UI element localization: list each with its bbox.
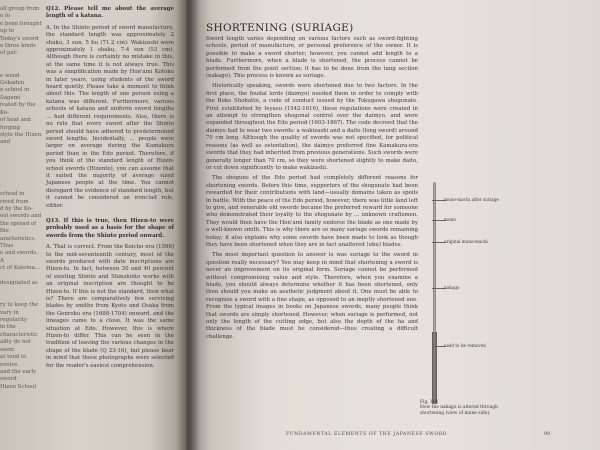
body-paragraph: The most important question to answer is was suriage to the sword in question really necessary? You may keep in mind that shortening a sword is never an improvement on its original form. Suriage cannot be performed without compromising value and style. Therefore, when you examine a blade, you should always determine whether it has been shortened, only then should you make an aesthetic judgment about it. One must be able to recognize a sword with a fine shape, as opposed to an ineptly shortened one. From the typical images in books on Japanese swords, many people think that swords are simply shortened. However, when suriage is performed, not only the length of the cutting edge, but also the depth of the ha and thickness of the blade must be considered—thus creating a difficult challenge. [206, 252, 418, 340]
figure-number: Fig. 106 [420, 400, 439, 405]
label-nakago: nakago [444, 285, 460, 290]
margin-line: of heat and forging [0, 117, 31, 131]
margin-line: Today's sword [0, 35, 39, 42]
margin-line [0, 176, 42, 183]
margin-line [0, 147, 42, 154]
page-number: 99 [544, 432, 551, 437]
sword-tang [432, 332, 437, 404]
margin-line: in the characteristic [0, 324, 38, 338]
margin-line: e and swords. A [0, 250, 38, 264]
label-removed-part: used to be removed [444, 343, 486, 348]
margin-line [0, 169, 42, 176]
margin-line: e three kinds of pat- [0, 43, 36, 57]
running-footer: FUNDAMENTAL ELEMENTS OF THE JAPANESE SWORD [286, 432, 448, 437]
margin-line: e school in Sagami [0, 87, 30, 101]
margin-line: d by the Ko- [0, 205, 33, 212]
margin-line: style the Hizen and [0, 131, 42, 146]
margin-line: school in [0, 191, 25, 198]
margin-line: designated as [0, 280, 38, 287]
margin-text-block [0, 6, 42, 391]
right-page-main-column [206, 36, 418, 344]
label-mune: mune [444, 217, 456, 222]
left-page [0, 0, 186, 450]
margin-line: at tend to evolve [0, 354, 27, 368]
margin-line: ct of Katoma... [0, 265, 40, 272]
margin-line: vary in regularity [0, 309, 28, 324]
left-page-margin-column [0, 6, 42, 391]
margin-line [0, 287, 42, 294]
margin-line [0, 273, 42, 280]
margin-line: aracteristics. Thus [0, 235, 36, 249]
margin-line: ry to keep the [0, 302, 39, 309]
margin-line: rived from [0, 198, 29, 205]
margin-line: ool swords and [0, 213, 42, 220]
left-page-main-column [46, 6, 174, 374]
body-paragraph: Sword length varies depending on various factors such as sword-fighting schools, period of manufacture, or personal preference of the owner. It is possible to make a sword shorter; however, you cannot add length to a blade. Furthermore, when a blade is shortened, the process cannot be performed from the point section; it has to be done from the tang section (nakago). This process is known as suriage. [206, 36, 418, 80]
chapter-title: SHORTENING (SURIAGE) [206, 22, 354, 34]
margin-line: the spread of the [0, 220, 37, 235]
margin-line [0, 162, 42, 169]
q13-heading: Q13. If this is true, then Hizen-to were probably used as a basis for the shape of swords from the Shinto period onward. [46, 217, 174, 239]
margin-line: and the early sword [0, 368, 37, 383]
body-paragraph: Historically speaking, swords were shortened due to two factors. In the first place, the feudal lords (daimyo) needed them in order to comply with the Buke Shohatto, a code of conduct issued by the Tokugawa shogunate. First established by Ieyasu (1542-1616), these regulations were created in an attempt to strengthen shogunal control over the daimyo, and were expanded throughout the Edo period (1603-1867). The code decreed that the daimyo had to wear two swords: a wakizashi and a daito (long sword) around 70 cm long. Although the quality of swords was not specified, for political reasons (as well as ostentation), the daimyo preferred fine Kamakura-era swords that they had inherited from previous generations. Such swords were generally longer than 70 cm, so they were shortened slightly to make daito, or cut down significantly to make wakizashi. [206, 83, 418, 171]
q12-answer: A. In the Shinto period of sword manufacture, the standard length was approximately 2 shaku, 3 sun, 5 bu (71.2 cm). Wakizashi were approximately 1 shaku, 7-4 sun (53 cm). Although there is certainly no mistake in this, at the same time it is not always true. This was a simplification made by Hon'ami Kotoku in later years, using students of the sword heard quietly. Please take a moment to think about this. The length of one person using a katana was different. Furthermore, various schools of katana and uniform sword lengths ... had different requirements. Also, there is no rule that every sword after the Shinto period should have adhered to predetermined sword lengths. Incidentally, ... people were larger on average during the Kamakura period than in the Edo period. Therefore, if you think of the standard length of Hizen-school swords (Hizento), you can assume that it suited the majority of average sized Japanese people at the time. You cannot disregard the evidence of standard length, but it cannot be considered an ironclad rule, either. [46, 24, 174, 209]
margin-line: all group from o fo [0, 6, 40, 20]
book-gutter-shadow [176, 0, 200, 450]
margin-line [0, 184, 42, 191]
sword-tang-figure [420, 170, 516, 410]
margin-line [0, 58, 42, 65]
label-mune-machi-after: mune-machi after suriage [444, 197, 499, 202]
margin-line: ivated by the Ko- [0, 102, 36, 116]
figure-caption [420, 400, 515, 416]
sword-illustration [430, 182, 440, 404]
label-original-mune-machi: original mune-machi [444, 239, 488, 244]
margin-line: ality do not seem [0, 339, 31, 353]
q13-answer: A. That is correct. From the Keicho era (1596) to the mid-seventeenth century, most of the swords produced with date inscriptions are Hizen-to. In fact, between 30 and 40 percent of existing Shinto and Shinshinto works with an original inscription are thought to be Hizen-to. If this is not the standard, then what is? There are comparatively few surviving blades by smiths from Kyoto and Osaka from the Genroku era (1688-1704) onward, and the lineages came to a close. It was the same situation at Edo. However, this is where Hizen-to differ. This can be seen in the tradition of leaving the various changes in the shape of the blade (Q 23-16), but please bear in mind that these photographs were selected for the reader's easiest comprehension. [46, 244, 174, 369]
figure-caption-text: How the nakago is altered through shortening (view of mune side). [420, 405, 498, 416]
margin-line: Hizen School [0, 383, 37, 390]
margin-line [0, 295, 42, 302]
margin-line: e wood Gokaden [0, 72, 25, 87]
margin-line: e been brought up to [0, 20, 42, 35]
q12-heading: Q12. Please tell me about the average length of a katana. [46, 6, 174, 20]
margin-line [0, 65, 42, 72]
margin-line [0, 154, 42, 161]
body-paragraph: The shoguns of the Edo period had completely different reasons for shortening swords. Before this time, supporters of the shogunate had been rewarded for their contributions with land—usually domains taken as spoils in battle. With the peace of the Edo period, however, there was little land left to give, and venerable old swords became the preferred reward for someone who demonstrated their loyalty to the shogunate by ... unknown craftsmen. They would then have the Hon'ami family endorse the blade as one made by a well-known smith. This is why there are so many suriage swords remaining today; it also explains why some swords have been made to look as though they have been shortened when they are in fact unaltered (ubu) blades. [206, 175, 418, 248]
sword-blade [433, 182, 436, 332]
